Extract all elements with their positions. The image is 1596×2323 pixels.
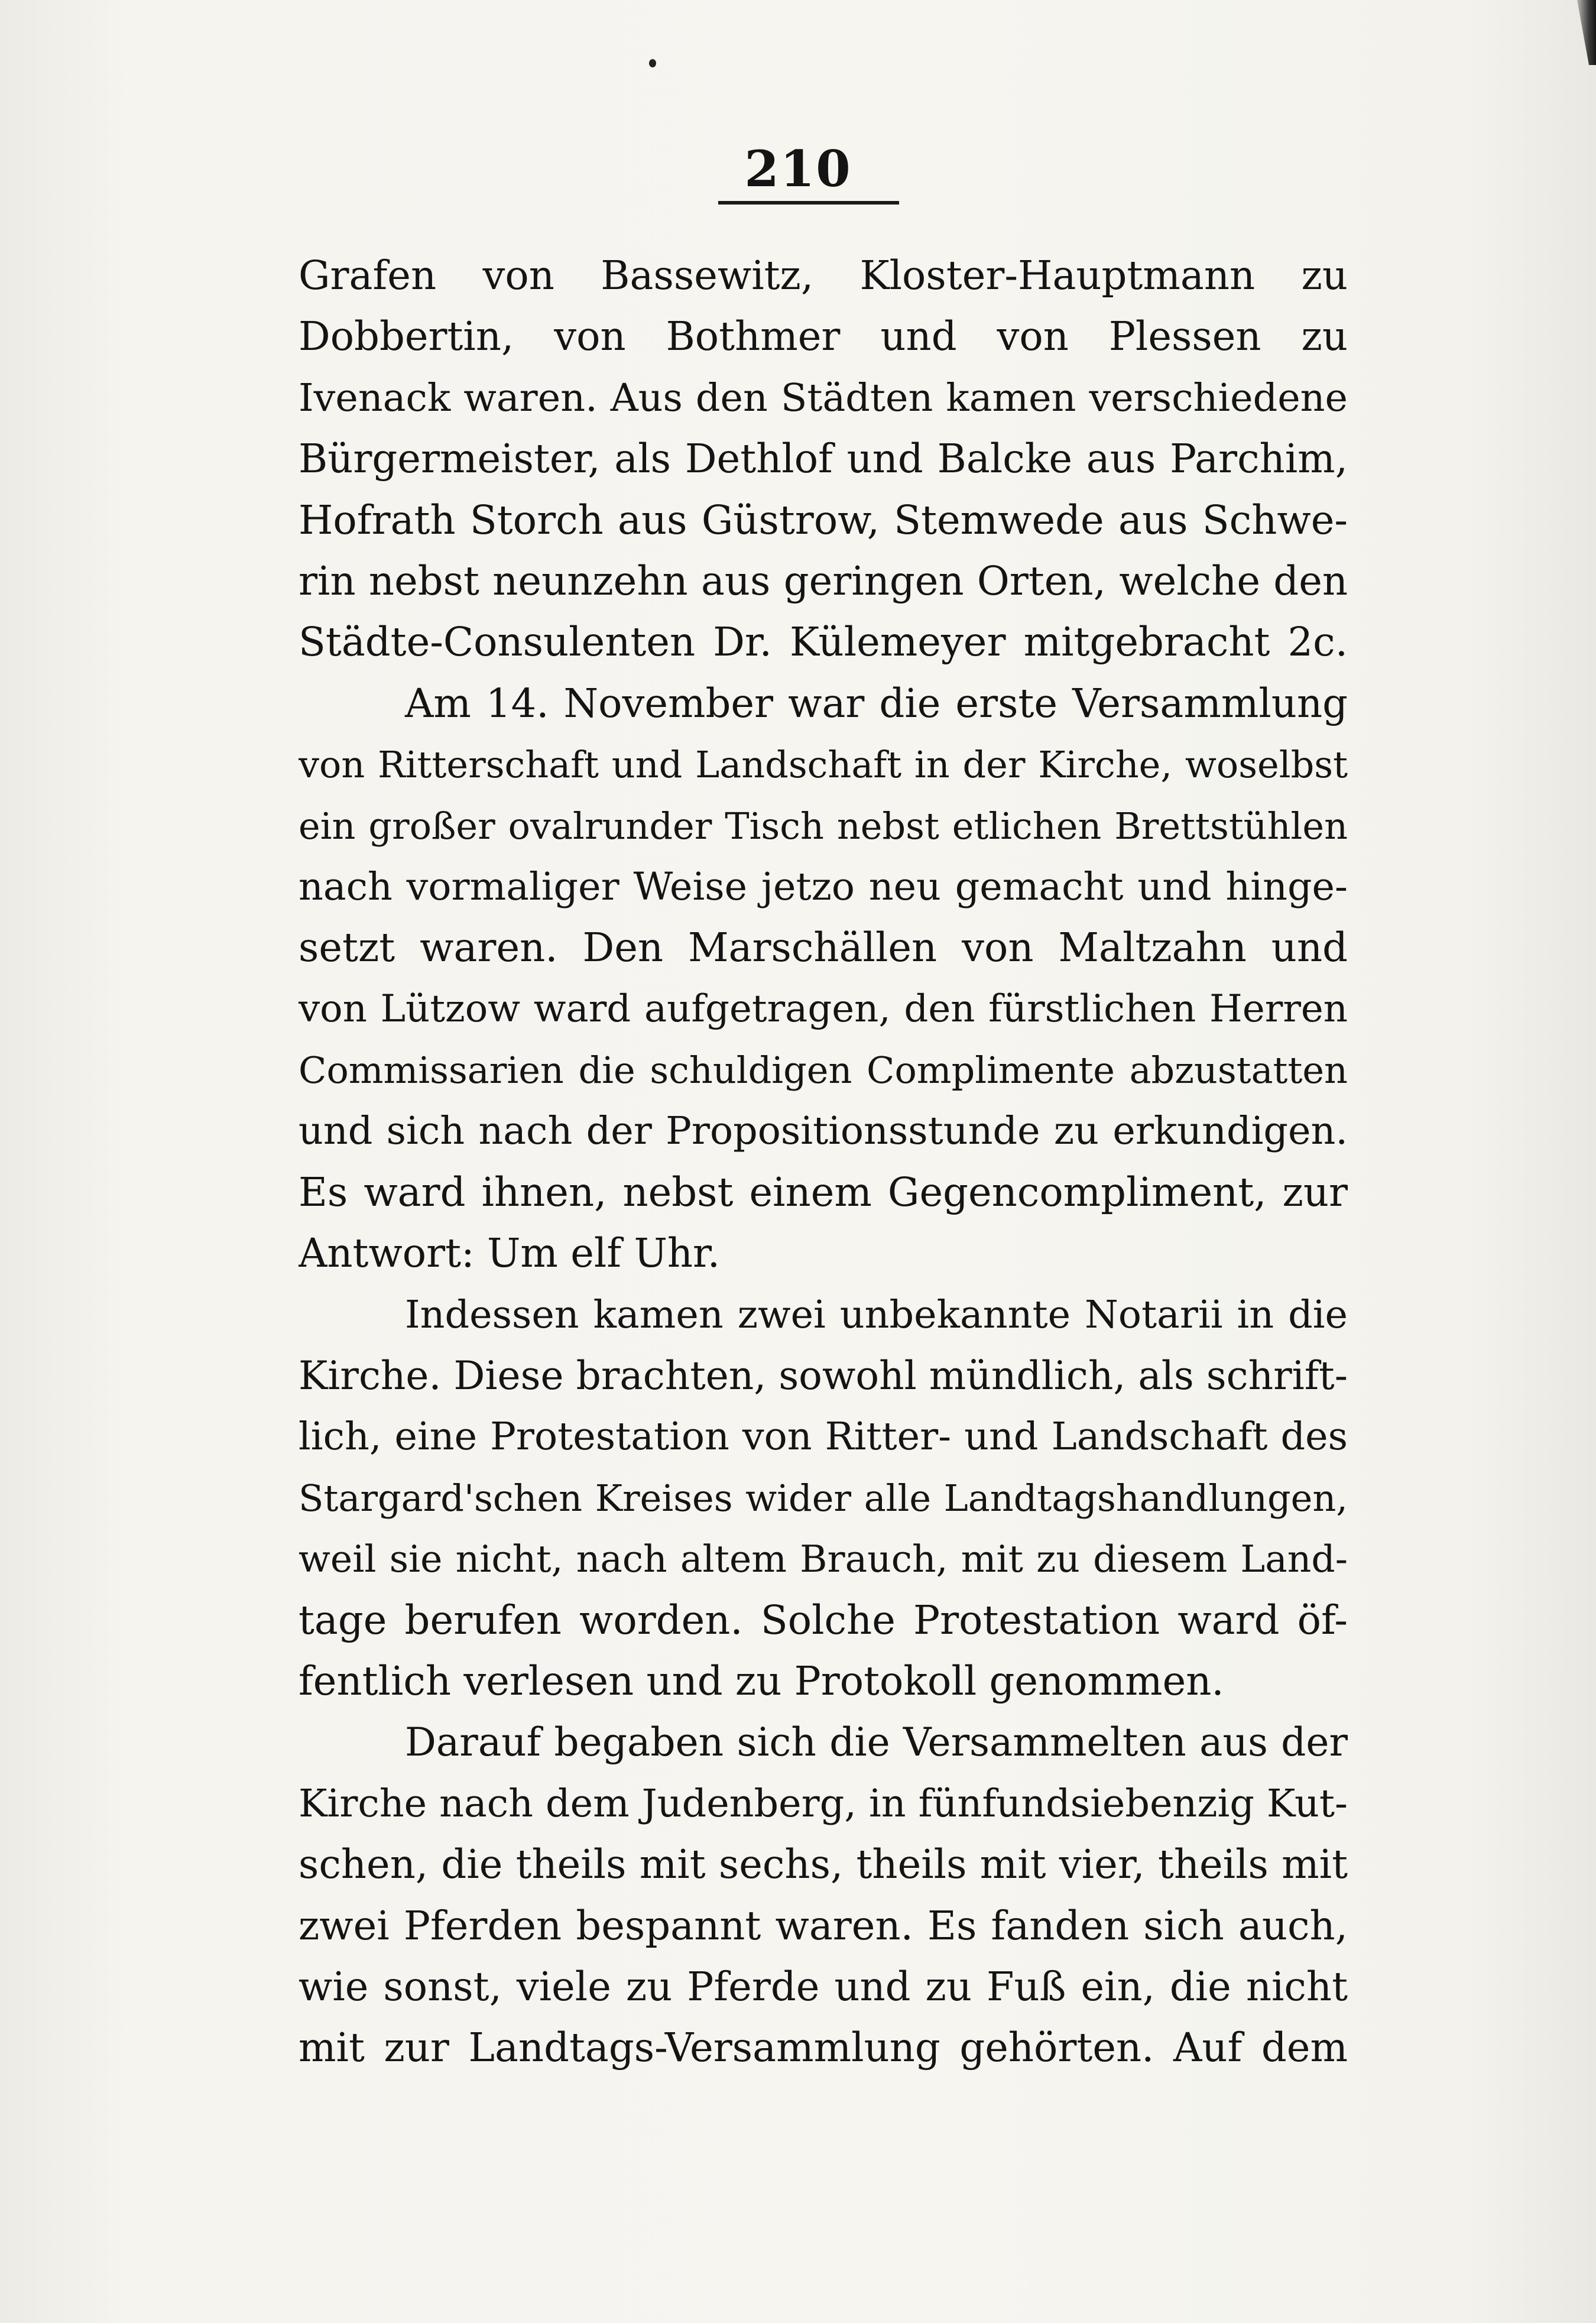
text-line: setzt waren. Den Marschällen von Maltzahn und: [299, 924, 1348, 971]
text-line: Dobbertin, von Bothmer und von Plessen zu: [299, 313, 1348, 360]
text-line: Hofrath Storch aus Güstrow, Stemwede aus Schwe-: [299, 497, 1348, 543]
text-line: Stargard'schen Kreises wider alle Landtagshandlungen,: [299, 1476, 1348, 1520]
text-line: Darauf begaben sich die Versammelten aus der: [405, 1719, 1348, 1766]
text-line: Indessen kamen zwei unbekannte Notarii in die: [405, 1292, 1348, 1337]
text-line: fentlich verlesen und zu Protokoll genommen.: [299, 1657, 1224, 1704]
text-line: Ivenack waren. Aus den Städten kamen verschiedene: [299, 375, 1348, 420]
text-line: Commissarien die schuldigen Complimente abzustatten: [299, 1049, 1348, 1092]
text-line: Am 14. November war die erste Versammlung: [405, 680, 1348, 726]
text-line: Kirche. Diese brachten, sowohl mündlich, als schrift-: [299, 1353, 1348, 1399]
text-line: und sich nach der Propositionsstunde zu erkundigen.: [299, 1109, 1348, 1154]
text-line: tage berufen worden. Solche Protestation ward öf-: [299, 1597, 1348, 1643]
text-line: Antwort: Um elf Uhr.: [299, 1230, 721, 1277]
page-number: 210: [744, 139, 852, 198]
text-line: rin nebst neunzehn aus geringen Orten, welche den: [299, 557, 1348, 604]
ink-speck: [649, 59, 656, 67]
text-line: Es ward ihnen, nebst einem Gegencompliment, zur: [299, 1169, 1348, 1215]
text-line: von Ritterschaft und Landschaft in der Kirche, woselbst: [299, 743, 1348, 787]
page-number-rule: [718, 201, 899, 205]
text-line: zwei Pferden bespannt waren. Es fanden sich auch,: [299, 1902, 1348, 1949]
text-line: Kirche nach dem Judenberg, in fünfundsiebenzig Kut-: [299, 1781, 1348, 1826]
text-line: lich, eine Protestation von Ritter- und Landschaft des: [299, 1414, 1348, 1459]
text-line: Städte-Consulenten Dr. Külemeyer mitgebracht 2c.: [299, 619, 1348, 666]
text-line: schen, die theils mit sechs, theils mit vier, theils mit: [299, 1841, 1348, 1888]
text-line: ein großer ovalrunder Tisch nebst etlichen Brettstühlen: [299, 804, 1348, 848]
text-line: Bürgermeister, als Dethlof und Balcke aus Parchim,: [299, 436, 1348, 482]
page-edge-shadow: [1572, 0, 1596, 65]
text-line: wie sonst, viele zu Pferde und zu Fuß ein, die nicht: [299, 1963, 1348, 2010]
text-line: von Lützow ward aufgetragen, den fürstlichen Herren: [299, 987, 1348, 1031]
text-line: Grafen von Bassewitz, Kloster-Hauptmann zu: [299, 252, 1348, 299]
body-text: [299, 245, 1348, 2079]
text-line: nach vormaliger Weise jetzo neu gemacht und hinge-: [299, 864, 1348, 909]
text-line: mit zur Landtags-Versammlung gehörten. Auf dem: [299, 2024, 1348, 2071]
text-line: weil sie nicht, nach altem Brauch, mit zu diesem Land-: [299, 1537, 1348, 1581]
